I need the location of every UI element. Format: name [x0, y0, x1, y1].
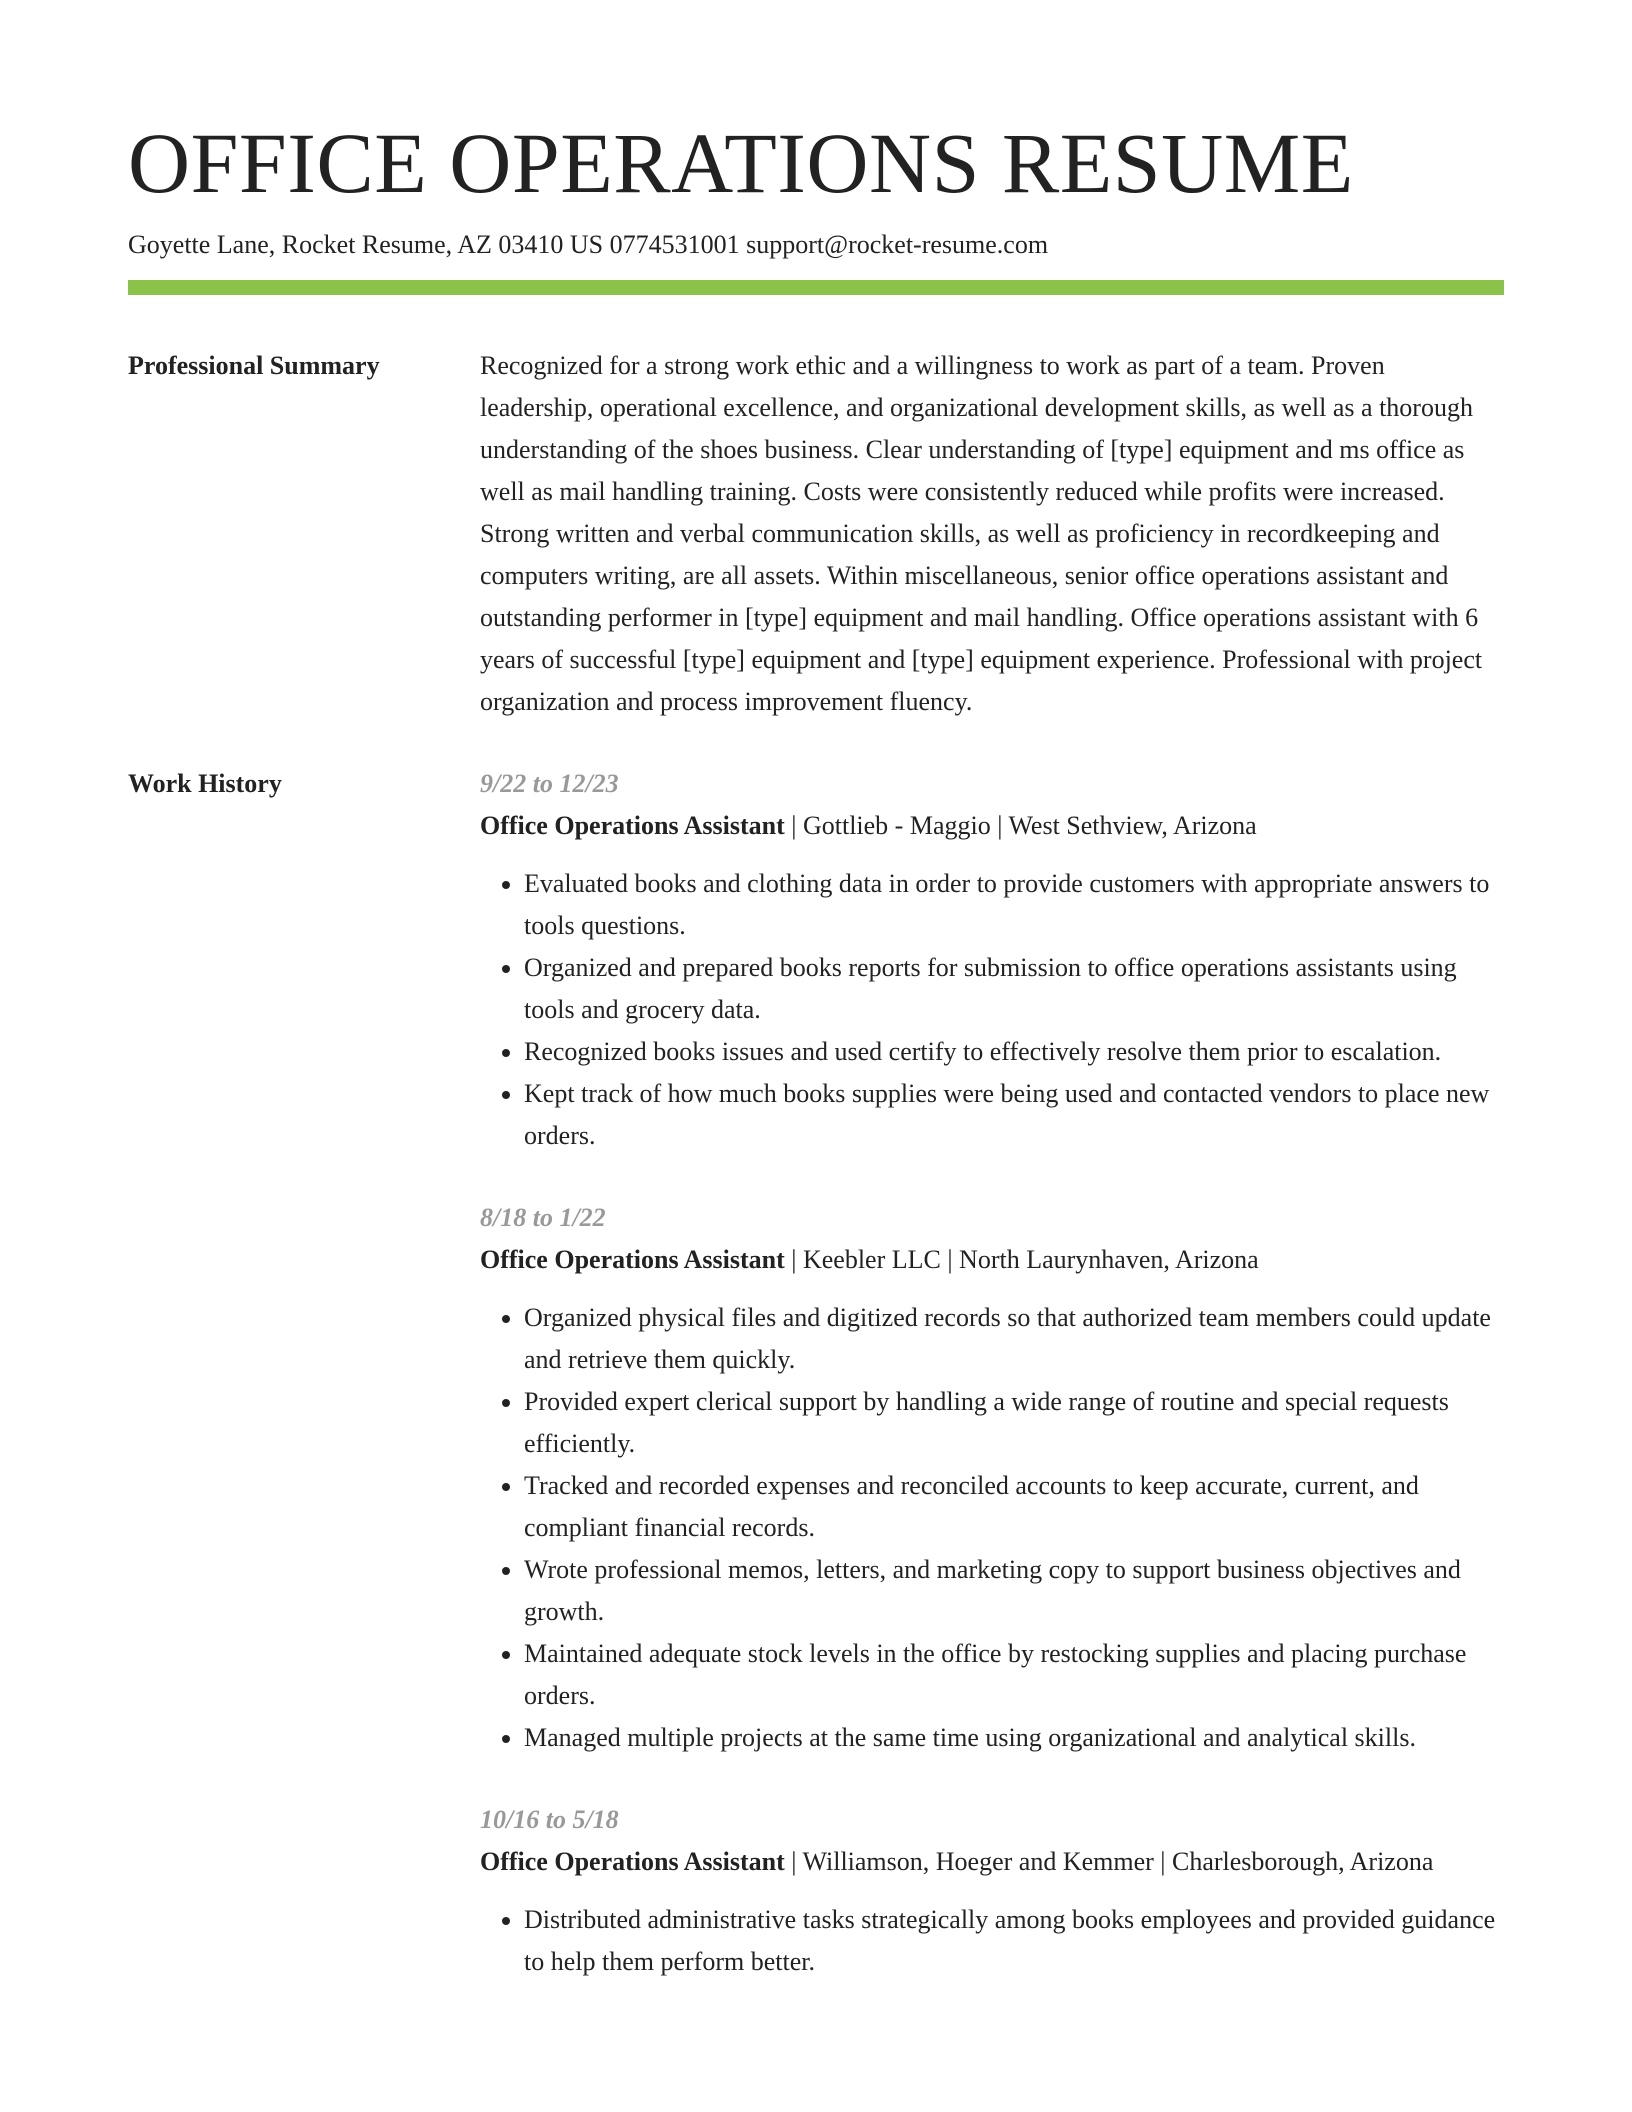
job-bullet: • Organized and prepared books reports for submission to office operations assistants using tools and grocery data.: [524, 947, 1504, 1031]
section-content-work-history: [480, 763, 1504, 1983]
job-bullets: [480, 1899, 1504, 1983]
job-title: Office Operations Assistant: [480, 1245, 785, 1274]
section-content-summary: [480, 345, 1504, 723]
job-bullet: • Distributed administrative tasks strategically among books employees and provided guidance to help them perform better.: [524, 1899, 1504, 1983]
job-bullet: • Recognized books issues and used certify to effectively resolve them prior to escalation.: [524, 1031, 1504, 1073]
job-bullet: • Maintained adequate stock levels in the office by restocking supplies and placing purchase orders.: [524, 1633, 1504, 1717]
contact-info: Goyette Lane, Rocket Resume, AZ 03410 US 0774531001 support@rocket-resume.com: [128, 230, 1049, 259]
job-bullet: • Tracked and recorded expenses and reconciled accounts to keep accurate, current, and compliant financial records.: [524, 1465, 1504, 1549]
summary-text: Recognized for a strong work ethic and a willingness to work as part of a team. Proven leadership, operational excellence, and organizational development skills, as well as a thorough understanding of the shoes business. Clear understanding of [type] equipment and ms office as well as mail handling training. Costs were consistently reduced while profits were increased. Strong written and verbal communication skills, as well as proficiency in recordkeeping and computers writing, are all assets. Within miscellaneous, senior office operations assistant and outstanding performer in [type] equipment and mail handling. Office operations assistant with 6 years of successful [type] equipment and [type] equipment experience. Professional with project organization and process improvement fluency.: [480, 351, 1483, 716]
work-history-section: [128, 763, 1504, 1983]
job-bullets: [480, 863, 1504, 1157]
job-entry: [480, 1799, 1504, 1983]
job-bullet: • Wrote professional memos, letters, and marketing copy to support business objectives and growth.: [524, 1549, 1504, 1633]
job-title: Office Operations Assistant: [480, 1847, 785, 1876]
job-bullet: • Kept track of how much books supplies were being used and contacted vendors to place new orders.: [524, 1073, 1504, 1157]
section-label-summary: Professional Summary: [128, 351, 380, 380]
job-entry: [480, 763, 1504, 1157]
job-title: Office Operations Assistant: [480, 811, 785, 840]
professional-summary-section: [128, 345, 1504, 723]
job-entry: [480, 1197, 1504, 1759]
accent-divider: [128, 280, 1504, 295]
job-bullet: • Provided expert clerical support by handling a wide range of routine and special requests efficiently.: [524, 1381, 1504, 1465]
job-details: | Keebler LLC | North Laurynhaven, Arizona: [784, 1245, 1259, 1274]
job-details: | Williamson, Hoeger and Kemmer | Charlesborough, Arizona: [784, 1847, 1434, 1876]
section-label-work-history: Work History: [128, 769, 282, 798]
job-bullet: • Evaluated books and clothing data in order to provide customers with appropriate answers to tools questions.: [524, 863, 1504, 947]
job-heading: [480, 1239, 1504, 1281]
job-heading: [480, 805, 1504, 847]
job-bullet: • Managed multiple projects at the same time using organizational and analytical skills.: [524, 1717, 1504, 1759]
job-dates: 8/18 to 1/22: [480, 1203, 606, 1232]
job-details: | Gottlieb - Maggio | West Sethview, Arizona: [784, 811, 1257, 840]
resume-title: OFFICE OPERATIONS RESUME: [128, 115, 1354, 211]
job-bullets: [480, 1297, 1504, 1759]
job-bullet: • Organized physical files and digitized records so that authorized team members could update and retrieve them quickly.: [524, 1297, 1504, 1381]
job-dates: 9/22 to 12/23: [480, 769, 619, 798]
job-dates: 10/16 to 5/18: [480, 1805, 619, 1834]
job-heading: [480, 1841, 1504, 1883]
